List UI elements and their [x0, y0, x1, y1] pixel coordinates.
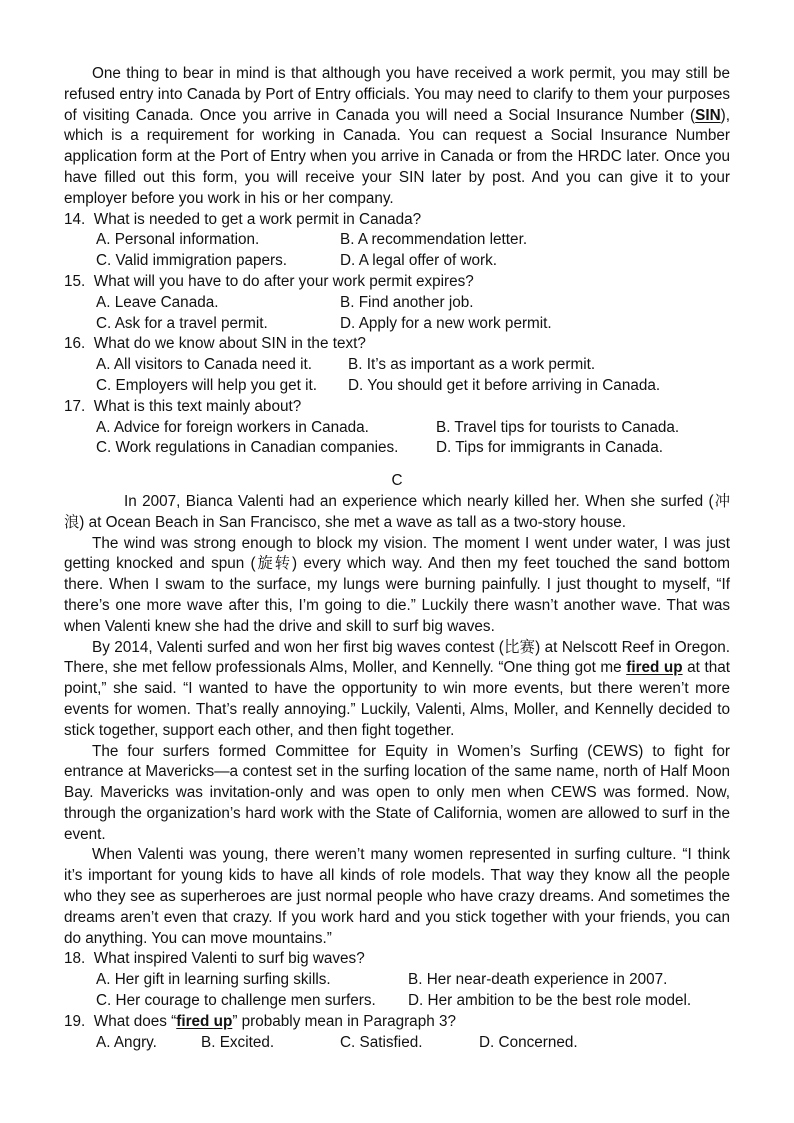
question-stem: 14. What is needed to get a work permit in Canada?	[64, 210, 422, 228]
option-c[interactable]: C. Valid immigration papers.	[96, 252, 288, 270]
option-b[interactable]: B. It’s as important as a work permit.	[348, 356, 596, 374]
question-stem: 17. What is this text mainly about?	[64, 397, 302, 415]
option-a[interactable]: A. Angry.	[96, 1033, 157, 1051]
question-stem: 15. What will you have to do after your work permit expires?	[64, 272, 474, 290]
option-group	[64, 355, 730, 397]
passage-c-paragraph-1: In 2007, Bianca Valenti had an experience which nearly killed her. When she surfed (冲浪) at Ocean Beach in San Francisco, she met a wave as tall as a two-story house.	[64, 492, 730, 531]
option-d[interactable]: D. Her ambition to be the best role model.	[408, 992, 692, 1010]
option-b[interactable]: B. Her near-death experience in 2007.	[408, 971, 668, 989]
option-a[interactable]: A. Leave Canada.	[96, 293, 219, 311]
option-group	[64, 970, 730, 1012]
option-c[interactable]: C. Work regulations in Canadian companies.	[96, 439, 399, 457]
option-d[interactable]: D. You should get it before arriving in Canada.	[348, 376, 661, 394]
option-d[interactable]: D. Tips for immigrants in Canada.	[436, 439, 663, 457]
option-c[interactable]: C. Satisfied.	[340, 1033, 423, 1051]
question-14	[64, 210, 730, 272]
question-stem: 19. What does “fired up” probably mean in Paragraph 3?	[64, 1012, 456, 1030]
question-stem: 16. What do we know about SIN in the text?	[64, 335, 366, 353]
fired-up-keyword: fired up	[176, 1012, 233, 1030]
option-d[interactable]: D. A legal offer of work.	[340, 252, 498, 270]
paragraph-text: at that point,” she said. “I wanted to have the opportunity to win more events, but there weren’t more events for women. That’s really annoying.” Luckily, Valenti, Alms, Moller, and Kennelly decided to stick together, support each other, and then fight together.	[64, 659, 730, 739]
option-c[interactable]: C. Employers will help you get it.	[96, 376, 318, 394]
option-b[interactable]: B. Find another job.	[340, 293, 474, 311]
passage-c-paragraph-4: The four surfers formed Committee for Equity in Women’s Surfing (CEWS) to fight for entrance at Mavericks—a contest set in the surfing location of the same name, north of Half Moon Bay. Mavericks was invitation-only and was open to only men when CEWS was formed. Now, through the organization’s hard work with the State of California, women are allowed to surf in the event.	[64, 742, 730, 843]
fired-up-keyword: fired up	[626, 659, 683, 677]
question-stem: 18. What inspired Valenti to surf big waves?	[64, 950, 365, 968]
paragraph-text: One thing to bear in mind is that although you have received a work permit, you may still be refused entry into Canada by Port of Entry officials. You may need to clarify to them your purposes of visiting Canada. Once you arrive in Canada you will need a Social Insurance Number (	[64, 65, 730, 124]
option-c[interactable]: C. Her courage to challenge men surfers.	[96, 992, 376, 1010]
option-a[interactable]: A. All visitors to Canada need it.	[96, 356, 312, 374]
section-c-label: C	[391, 472, 403, 490]
passage-b-final-paragraph	[64, 64, 730, 210]
paragraph-text: ), which is a requirement for working in Canada. You can request a Social Insurance Number application form at the Port of Entry when you arrive in Canada or from the HRDC later. Once you have filled out this form, you will receive your SIN later by post. And you can give it to your employer before you work in his or her company.	[64, 106, 730, 207]
option-b[interactable]: B. Excited.	[201, 1033, 275, 1051]
option-d[interactable]: D. Concerned.	[479, 1033, 578, 1051]
paragraph-text: By 2014, Valenti surfed and won her first big waves contest (比赛) at Nelscott Reef in Oregon. There, she met fellow professionals Alms, Moller, and Kennelly. “One thing got me	[64, 638, 730, 677]
question-16	[64, 334, 730, 396]
option-a[interactable]: A. Her gift in learning surfing skills.	[96, 971, 331, 989]
option-group	[64, 293, 730, 335]
exam-page	[64, 64, 730, 1053]
option-b[interactable]: B. A recommendation letter.	[340, 231, 528, 249]
question-19	[64, 1012, 730, 1054]
option-group	[64, 418, 730, 460]
passage-c-paragraph-5: When Valenti was young, there weren’t many women represented in surfing culture. “I think it’s important for young kids to have all kinds of role models. That way they know all the people who they see as superheroes are just normal people who have crazy dreams. And sometimes the dreams aren’t even that crazy. If you work hard and you stick together with your friends, you can do anything. You can move mountains.”	[64, 846, 730, 947]
question-15	[64, 272, 730, 334]
question-18	[64, 949, 730, 1011]
option-group	[64, 1033, 730, 1054]
option-d[interactable]: D. Apply for a new work permit.	[340, 314, 552, 332]
sin-keyword: SIN	[695, 106, 721, 124]
option-b[interactable]: B. Travel tips for tourists to Canada.	[436, 418, 680, 436]
passage-c-paragraph-2: The wind was strong enough to block my vision. The moment I went under water, I was just getting knocked and spun (旋转) every which way. And then my feet touched the sand bottom there. When I swam to the surface, my lungs were burning painfully. I just thought to myself, “If there’s one more wave after this, I’m going to die.” Luckily there wasn’t another wave. That was when Valenti knew she had the drive and skill to surf big waves.	[64, 534, 730, 635]
option-group	[64, 230, 730, 272]
passage-c-paragraph-3	[64, 638, 730, 742]
option-a[interactable]: A. Advice for foreign workers in Canada.	[96, 418, 369, 436]
option-a[interactable]: A. Personal information.	[96, 231, 260, 249]
question-17	[64, 397, 730, 459]
option-c[interactable]: C. Ask for a travel permit.	[96, 314, 268, 332]
